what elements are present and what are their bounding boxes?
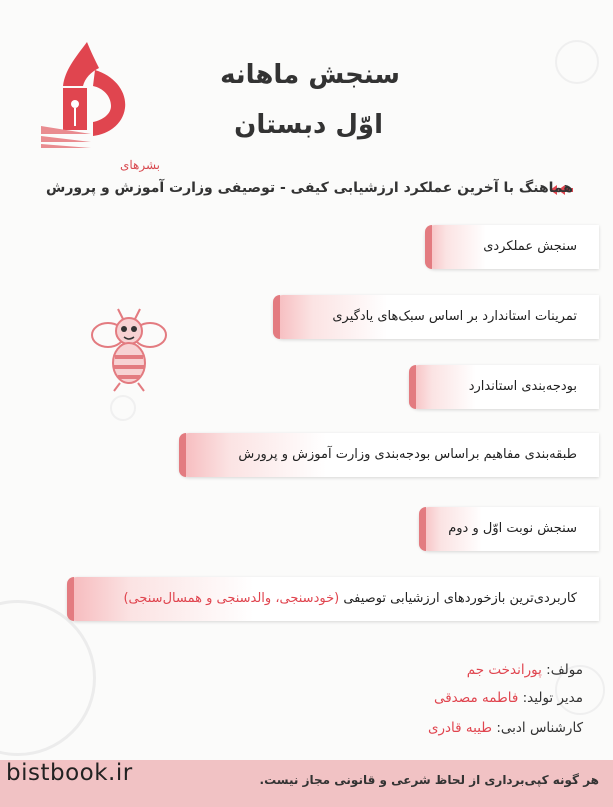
bee-mascot-icon bbox=[88, 305, 170, 393]
feature-item: سنجش عملکردی bbox=[425, 225, 599, 269]
publisher-logo-text: بشرهای bbox=[119, 158, 161, 172]
decor-circle bbox=[555, 40, 599, 84]
subtitle: هماهنگ با آخرین عملکرد ارزشیابی کیفی - توصیفی وزارت آموزش و پرورش bbox=[46, 180, 573, 196]
copyright-notice: هر گونه کپی‌برداری از لحاظ شرعی و قانونی مجاز نیست. bbox=[259, 773, 599, 787]
credit-production-manager: مدیر تولید: فاطمه مصدقی bbox=[433, 690, 583, 706]
watermark: bistbook.ir bbox=[6, 760, 133, 786]
feature-highlight: (خودسنجی، والدسنجی و همسال‌سنجی) bbox=[123, 591, 340, 606]
decor-circle bbox=[0, 600, 96, 756]
publisher-logo bbox=[35, 38, 161, 172]
credit-literary-editor: کارشناس ادبی: طیبه قادری bbox=[427, 720, 583, 736]
feature-item: بودجه‌بندی استاندارد bbox=[409, 365, 599, 409]
title-line-2: اوّل دبستان bbox=[234, 110, 383, 140]
decor-circle bbox=[110, 395, 136, 421]
feature-item: طبقه‌بندی مفاهیم براساس بودجه‌بندی وزارت آموزش و پرورش bbox=[179, 433, 599, 477]
feature-item: کاربردی‌ترین بازخوردهای ارزشیابی توصیفی (خودسنجی، والدسنجی و همسال‌سنجی) bbox=[67, 577, 599, 621]
credit-author: مولف: پوراندخت جم bbox=[466, 662, 583, 678]
feature-item: تمرینات استاندارد بر اساس سبک‌های یادگیری bbox=[273, 295, 599, 339]
feature-item: سنجش نوبت اوّل و دوم bbox=[419, 507, 599, 551]
title-line-1: سنجش ماهانه bbox=[220, 60, 400, 90]
